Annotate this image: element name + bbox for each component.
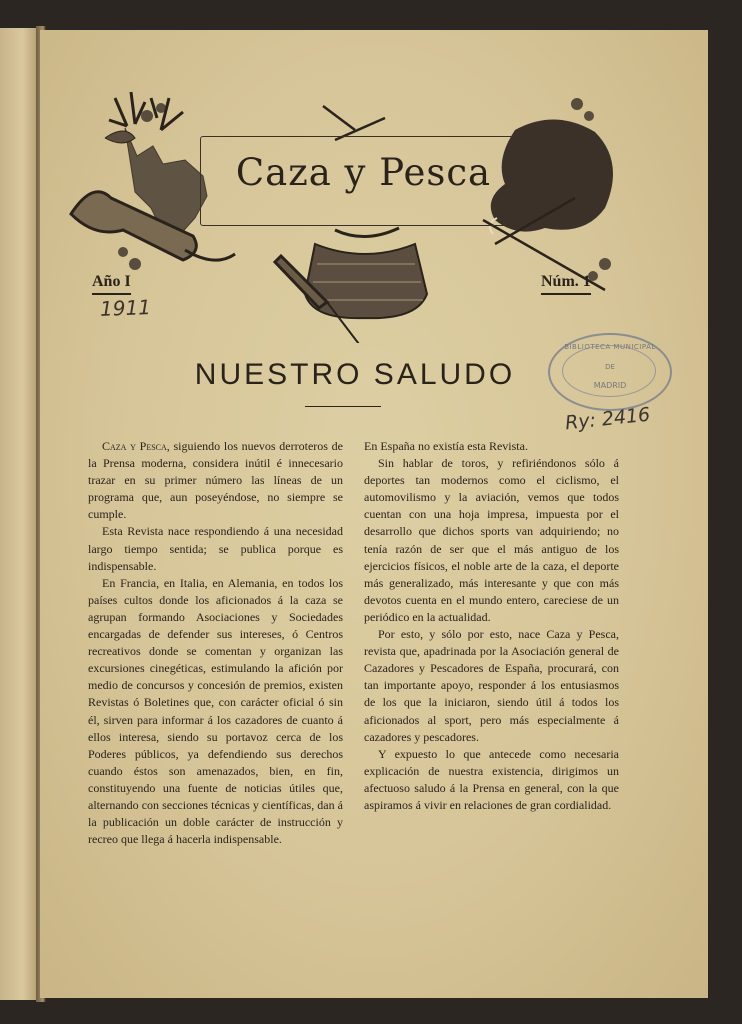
paragraph: Por esto, y sólo por esto, nace Caza y Pesca, revista que, apadrinada por la Asociación general de Cazadores y Pescadores de España, procurará, con tan importante apoyo, responder á los entusiasmos de los que la iniciaron, siendo útil á todos los aficionados al sport, pero más especialmente á cazadores y pescadores.: [364, 627, 619, 744]
stamp-middle-text: DE: [605, 363, 615, 371]
heading-rule: [305, 406, 381, 407]
magazine-page: [40, 30, 708, 998]
issue-year: Año I: [92, 273, 131, 295]
paragraph: Y expuesto lo que antecede como necesaria explicación de nuestra existencia, dirigimos un afectuoso saludo á la Prensa en general, con la que aspiramos á vivir en relaciones de gran cordialidad.: [364, 746, 619, 812]
issue-number: Núm. 1: [541, 273, 591, 295]
stamp-top-text: BIBLIOTECA MUNICIPAL: [564, 343, 656, 351]
paragraph: En Francia, en Italia, en Alemania, en todos los países cultos donde los aficionados á la caza se agrupan formando Asociaciones y Sociedades encargadas de defender sus intereses, ó Centros recreativos donde se comentan y organizan las excursiones cinegéticas, estimulando la afición por medio de concursos y concesión de premios, existen Revistas ó Boletines que, con carácter oficial ó sin él, sirven para informar á los cazadores de cuanto á ellos interesa, siendo su portavoz cerca de los Poderes públicos, ya defendiendo sus derechos cuando éstos son amenazados, bien, en fin, constituyendo una fuente de noticias útiles que, alternando con secciones técnicas y científicas, dan á la publicación un doble carácter de instrucción y recreo que llega á hacerla indispensable.: [88, 575, 343, 847]
title-banner: [200, 136, 527, 226]
magazine-name-lead: Caza y Pesca: [102, 439, 167, 453]
stamp-bottom-text: MADRID: [593, 381, 627, 390]
paragraph: Esta Revista nace respondiendo á una necesidad largo tiempo sentida; se publica porque es indispensable.: [88, 524, 343, 573]
handwritten-shelfmark: Ry: 2416: [564, 403, 652, 435]
paragraph: En España no existía esta Revista.: [364, 439, 528, 453]
article-heading: NUESTRO SALUDO: [194, 358, 516, 391]
masthead: [65, 68, 640, 343]
handwritten-year: 1911: [99, 295, 152, 321]
article-column-left: [88, 438, 343, 848]
magazine-title: Caza y Pesca: [235, 151, 492, 194]
paragraph: Sin hablar de toros, y refiriéndonos sólo á deportes tan modernos como el ciclismo, el automovilismo y la aviación, vemos que todos cuentan con una hoja impresa, impuesta por el desarrollo que dichos sports van adquiriendo; no tenía razón de ser que el más antiguo de los ejercicios físicos, el noble arte de la caza, el deporte más generalizado, más interesante y que con más devotos cuenta en el mundo entero, careciese de un periódico en la actualidad.: [364, 456, 619, 624]
paragraph: [88, 438, 343, 523]
previous-page-edge: [0, 28, 38, 1000]
paragraph-text: , siguiendo los nuevos derroteros de la Prensa moderna, considera inútil é innecesario trazar en su primer número las líneas de un programa que, aun poseyéndose, no siempre se cumple.: [88, 439, 343, 522]
article-column-right: [364, 438, 619, 814]
